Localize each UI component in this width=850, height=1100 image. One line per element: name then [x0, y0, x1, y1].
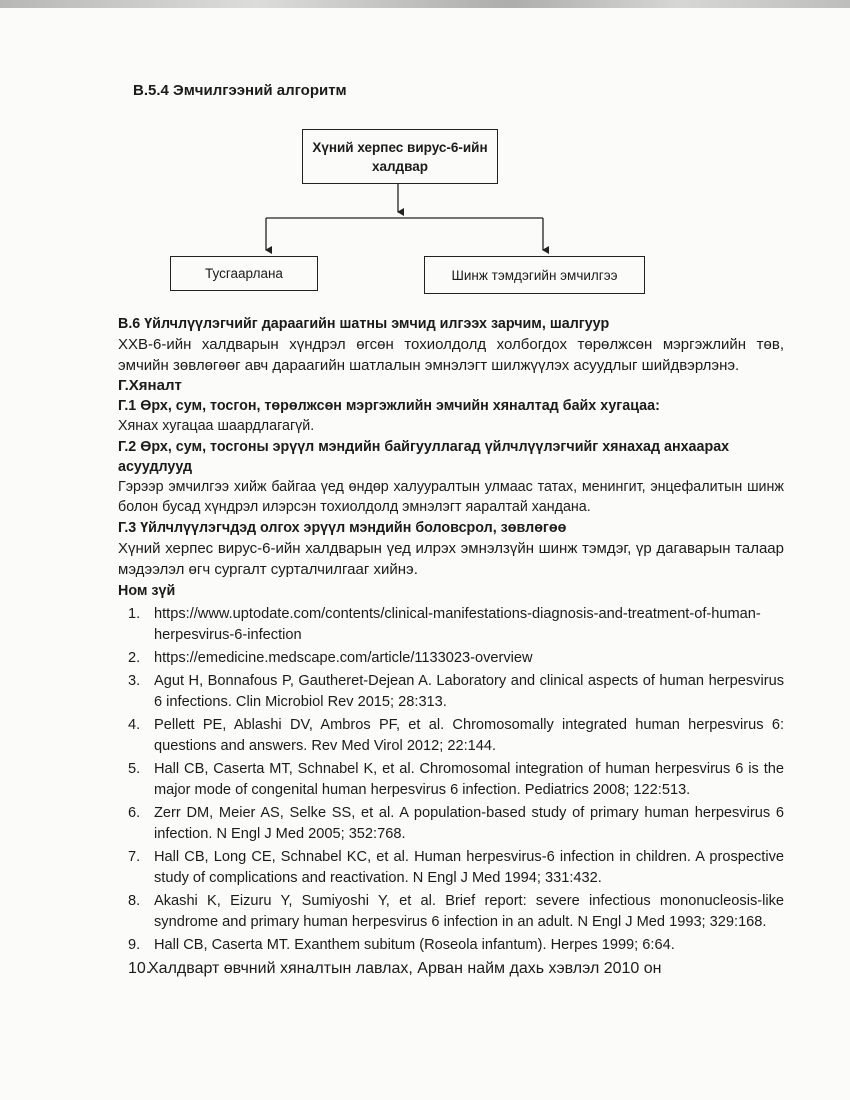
treatment-flowchart — [0, 0, 850, 310]
reference-item: 9. Hall CB, Caserta MT. Exanthem subitum (Roseola infantum). Herpes 1999; 6:64. — [128, 936, 675, 953]
algorithm-heading: B.5.4 Эмчилгээний алгоритм — [133, 82, 347, 99]
reference-item: 7. Hall CB, Long CE, Schnabel KC, et al. Human herpesvirus-6 infection in children. A prospective study of complications and reactivation. N Engl J Med 1994; 331:432. — [128, 848, 784, 886]
section-g1-heading: Г.1 Өрх, сум, тосгон, төрөлжсөн мэргэжлийн эмчийн хяналтад байх хугацаа: — [118, 398, 660, 414]
reference-item: 1. https://www.uptodate.com/contents/clinical-manifestations-diagnosis-and-treatment-of-human-herpesvirus-6-infection — [128, 605, 761, 643]
section-b6-heading: B.6 Үйлчлүүлэгчийг дараагийн шатны эмчид илгээх зарчим, шалгуур — [118, 316, 610, 332]
flow-box-infection: Хүний херпес вирус-6-ийн халдвар — [302, 129, 498, 184]
section-g1-text: Хянах хугацаа шаардлагагүй. — [118, 418, 315, 434]
reference-item: 4. Pellett PE, Ablashi DV, Ambros PF, et al. Chromosomally integrated human herpesvirus 6: questions and answers. Rev Med Virol 2012; 22:144. — [128, 716, 784, 754]
section-g3-heading: Г.3 Үйлчлүүлэгчдэд олгох эрүүл мэндийн боловсрол, зөвлөгөө — [118, 519, 567, 536]
document-body — [118, 314, 784, 981]
flow-box-isolate: Тусгаарлана — [170, 256, 318, 291]
reference-item: 3. Agut H, Bonnafous P, Gautheret-Dejean A. Laboratory and clinical aspects of human herpesvirus 6 infections. Clin Microbiol Rev 2015; 28:313. — [128, 672, 784, 710]
flow-box-symptomatic-treatment: Шинж тэмдэгийн эмчилгээ — [424, 256, 645, 294]
reference-item: 2. https://emedicine.medscape.com/article/1133023-overview — [128, 649, 533, 666]
references-list — [118, 604, 784, 979]
section-b6-text: ХХВ-6-ийн халдварын хүндрэл өгсөн тохиолдолд холбогдох төрөлжсөн мэргэжлийн төв, эмчийн зөвлөгөөг авч дараагийн шатлалын эмнэлэгт шилжүүлэх асуудлыг шийдвэрлэнэ. — [118, 336, 784, 374]
section-g-heading: Г.Хяналт — [118, 377, 182, 394]
section-g2-text: Гэрээр эмчилгээ хийж байгаа үед өндөр халууралтын улмаас татах, менингит, энцефалитын шинж болон бусад хүндрэл илэрсэн тохиолдолд эмнэлэгт яаралтай хандана. — [118, 478, 784, 515]
references-heading: Ном зүй — [118, 582, 176, 599]
reference-item: 10. Халдварт өвчний хяналтын лавлах, Арван найм дахь хэвлэл 2010 он — [128, 959, 662, 977]
reference-item: 6. Zerr DM, Meier AS, Selke SS, et al. A population-based study of primary human herpesvirus 6 infection. N Engl J Med 2005; 352:768. — [128, 804, 784, 842]
reference-item: 5. Hall CB, Caserta MT, Schnabel K, et al. Chromosomal integration of human herpesvirus 6 is the major mode of congenital human herpesvirus 6 infection. Pediatrics 2008; 122:513. — [128, 760, 784, 798]
reference-item: 8. Akashi K, Eizuru Y, Sumiyoshi Y, et al. Brief report: severe infectious mononucleosis-like syndrome and primary human herpesvirus 6 infection in an adult. N Engl J Med 1993; 329:168. — [128, 892, 784, 930]
section-g3-text: Хүний херпес вирус-6-ийн халдварын үед илрэх эмнэлзүйн шинж тэмдэг, үр дагаварын талаар мэдээлэл өгч сургалт сурталчилгааг хийнэ. — [118, 539, 784, 578]
section-g2-heading: Г.2 Өрх, сум, тосгоны эрүүл мэндийн байгууллагад үйлчлүүлэгчийг хянахад анхаарах асуудлууд — [118, 438, 730, 475]
